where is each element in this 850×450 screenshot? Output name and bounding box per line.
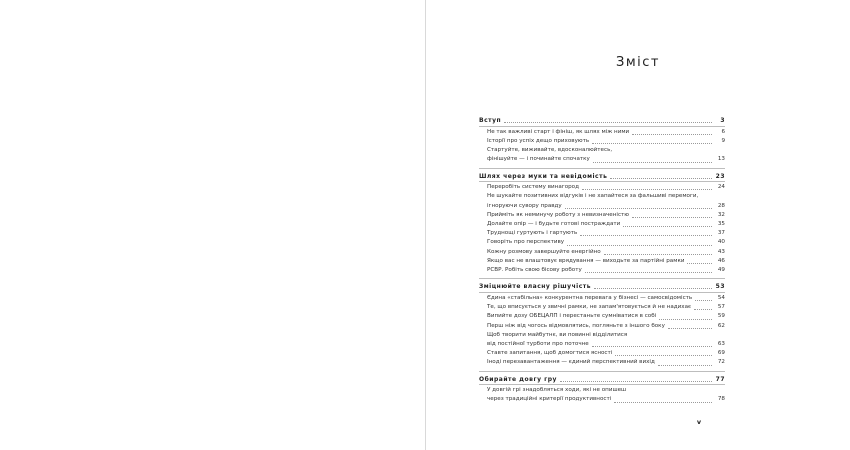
dot-leader	[632, 216, 712, 218]
toc-entry-label: Ставте запитання, щоб домогтися ясності	[487, 350, 613, 357]
toc-entry-label: Прийміть як неминучу роботу з невизначеністю	[487, 211, 630, 218]
toc-entry-label: Говоріть про перспективу	[487, 239, 565, 246]
toc-entry-label: Стартуйте, виживайте, вдосконалюйтесь,	[487, 147, 613, 154]
dot-leader	[694, 308, 712, 310]
toc-entry-label: Переробіть систему винагород	[487, 184, 579, 191]
toc-entry[interactable]	[479, 349, 725, 358]
toc-section	[479, 282, 725, 371]
dot-leader	[592, 345, 712, 347]
toc-entry-page: 6	[721, 128, 725, 135]
dot-leader	[565, 207, 712, 209]
toc-section-heading[interactable]	[479, 116, 725, 127]
right-page	[426, 0, 850, 450]
toc-entry-label: Те, що вписується у звичні рамки, не запам'ятовується й не надихає	[487, 304, 692, 311]
toc-entry[interactable]	[479, 322, 725, 331]
toc-title: Зміст	[616, 55, 660, 70]
toc-entry-page: 62	[717, 322, 725, 329]
toc-entry-label: РСВР. Робіть свою бісову роботу	[487, 267, 582, 274]
dot-leader	[560, 380, 712, 382]
dot-leader	[504, 121, 712, 123]
dot-leader	[567, 244, 712, 246]
toc-entry[interactable]	[479, 220, 725, 229]
toc-entry-page: 46	[717, 257, 725, 264]
toc-entry-label: Долайте опір — і будьте готові постраждати	[487, 221, 621, 228]
toc-entry[interactable]	[479, 294, 725, 303]
toc-entry-label: Іноді перезавантаження — єдиний перспективний вихід	[487, 359, 655, 366]
dot-leader	[659, 318, 712, 320]
toc-entry-label: фінішуйте — і починайте спочатку	[487, 156, 590, 163]
toc-entry-label: Обирайте довгу гру	[479, 375, 557, 383]
toc-entry-label: Єдина «стабільна» конкурентна перевага у бізнесі — самосвідомість	[487, 294, 693, 301]
toc-entry-label: Якщо вас не влаштовує врядування — виходьте за партійні рамки	[487, 257, 685, 264]
toc-entry-page: 43	[717, 248, 725, 255]
dot-leader	[580, 234, 712, 236]
dot-leader	[695, 299, 712, 301]
toc-entry-label: Перш ніж від чогось відмовлятись, погляньте з іншого боку	[487, 322, 665, 329]
toc-entry-label: Труднощі гуртують і гартують	[487, 230, 578, 237]
toc-entry-page: 49	[717, 267, 725, 274]
toc-entry-page: 28	[717, 202, 725, 209]
toc-entry-label: від постійної турботи про поточне	[487, 340, 589, 347]
toc-entry-page: 9	[721, 137, 725, 144]
toc-section	[479, 375, 725, 408]
toc-entry-label: Випийте дозу ОБЕЦАЛП і перестаньте сумніватися в собі	[487, 313, 657, 320]
dot-leader	[610, 177, 712, 179]
toc-entry[interactable]	[479, 331, 725, 340]
dot-leader	[592, 142, 712, 144]
toc-entry[interactable]	[479, 192, 725, 201]
toc-section-heading[interactable]	[479, 172, 725, 183]
toc-entry[interactable]	[479, 395, 725, 404]
toc-entry[interactable]	[479, 340, 725, 349]
toc-entry[interactable]	[479, 238, 725, 247]
toc-section	[479, 172, 725, 280]
toc-entry-page: 78	[717, 396, 725, 403]
toc-entry-page: 35	[717, 221, 725, 228]
toc-entry-page: 32	[717, 211, 725, 218]
toc-entry-page: 54	[717, 294, 725, 301]
toc-entry-label: У довгій грі знадобляться ходи, які не опишеш	[487, 387, 627, 394]
toc-entry[interactable]	[479, 211, 725, 220]
toc-entry[interactable]	[479, 386, 725, 395]
toc-entry[interactable]	[479, 257, 725, 266]
toc-entry-page: 77	[715, 375, 725, 383]
toc-entry[interactable]	[479, 358, 725, 367]
toc-entry[interactable]	[479, 137, 725, 146]
toc-section-heading[interactable]	[479, 375, 725, 386]
toc-entry-label: через традиційні критерії продуктивності	[487, 396, 612, 403]
toc-entry-page: 59	[717, 313, 725, 320]
toc-entry[interactable]	[479, 266, 725, 275]
toc-entry-label: ігноруючи сувору правду	[487, 202, 562, 209]
toc-entry-label: Не так важливі старт і фініш, як шлях між ними	[487, 128, 630, 135]
toc-entry[interactable]	[479, 146, 725, 155]
toc-entry-label: Щоб творити майбутнє, ви повинні відділитися	[487, 331, 628, 338]
toc-entry[interactable]	[479, 128, 725, 137]
toc-entry[interactable]	[479, 312, 725, 321]
toc-entry[interactable]	[479, 303, 725, 312]
toc-entry[interactable]	[479, 183, 725, 192]
dot-leader	[668, 327, 712, 329]
toc-entry[interactable]	[479, 229, 725, 238]
dot-leader	[604, 253, 712, 255]
toc-entry-label: Шлях через муки та невідомість	[479, 172, 608, 180]
dot-leader	[658, 364, 712, 366]
toc-entry-label: Не шукайте позитивних відгуків і не хапайтеся за фальшиві перемоги,	[487, 193, 699, 200]
dot-leader	[585, 271, 712, 273]
dot-leader	[632, 133, 712, 135]
dot-leader	[593, 161, 712, 163]
toc-entry-page: 57	[717, 304, 725, 311]
toc-entry-page: 37	[717, 230, 725, 237]
toc-entry[interactable]	[479, 202, 725, 211]
toc-section-heading[interactable]	[479, 282, 725, 293]
toc-section	[479, 116, 725, 169]
toc-entry-page: 40	[717, 239, 725, 246]
table-of-contents	[479, 116, 725, 411]
toc-entry-page: 72	[717, 359, 725, 366]
toc-entry-page: 3	[720, 117, 725, 124]
toc-entry-page: 23	[715, 172, 725, 180]
toc-entry-page: 13	[717, 156, 725, 163]
toc-entry-label: Вступ	[479, 117, 502, 124]
page-number: v	[696, 418, 702, 426]
toc-entry-page: 63	[717, 340, 725, 347]
dot-leader	[615, 354, 712, 356]
toc-entry-page: 53	[715, 283, 725, 291]
toc-entry-label: Зміцнюйте власну рішучість	[479, 283, 592, 291]
toc-entry[interactable]	[479, 248, 725, 257]
toc-entry-page: 69	[717, 350, 725, 357]
dot-leader	[614, 401, 712, 403]
toc-entry-label: Історії про успіх дещо приховують	[487, 137, 590, 144]
toc-entry-label: Кожну розмову завершуйте енергійно	[487, 248, 601, 255]
toc-entry[interactable]	[479, 155, 725, 164]
toc-entry-page: 24	[717, 184, 725, 191]
dot-leader	[582, 188, 712, 190]
dot-leader	[623, 225, 712, 227]
dot-leader	[594, 287, 712, 289]
dot-leader	[687, 262, 712, 264]
